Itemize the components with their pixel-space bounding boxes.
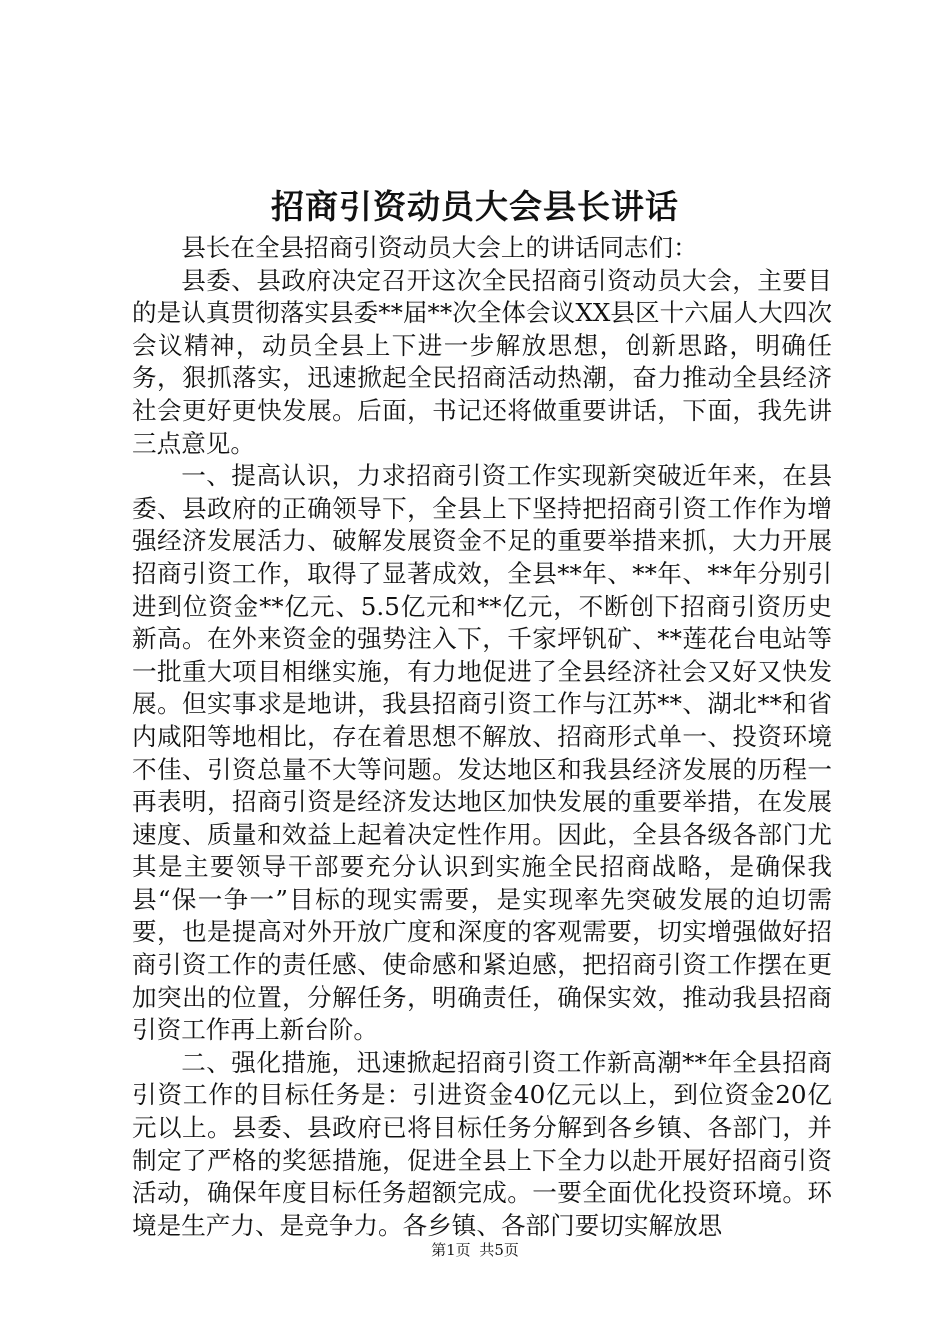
paragraph-greeting: 县长在全县招商引资动员大会上的讲话同志们： (181, 233, 698, 262)
page-number-total: 共5页 (479, 1241, 519, 1259)
document-body (132, 232, 832, 1242)
paragraph-section-two: 二、强化措施，迅速掀起招商引资工作新高潮**年全县招商引资工作的目标任务是：引进资金40亿元以上，到位资金20亿元以上。县委、县政府已将目标任务分解到各乡镇、各部门，并制定了严格的奖惩措施，促进全县上下全力以赴开展好招商引资活动，确保年度目标任务超额完成。一要全面优化投资环境。环境是生产力、是竞争力。各乡镇、各部门要切实解放思 (132, 1047, 832, 1240)
document-title: 招商引资动员大会县长讲话 (271, 187, 679, 226)
page-footer (0, 1240, 950, 1260)
page-number-current: 第1页 (431, 1241, 471, 1259)
paragraph-section-one: 一、提高认识，力求招商引资工作实现新突破近年来，在县委、县政府的正确领导下，全县上下坚持把招商引资工作作为增强经济发展活力、破解发展资金不足的重要举措来抓，大力开展招商引资工作，取得了显著成效，全县**年、**年、**年分别引进到位资金**亿元、5.5亿元和**亿元，不断创下招商引资历史新高。在外来资金的强势注入下，千家坪钒矿、**莲花台电站等一批重大项目相继实施，有力地促进了全县经济社会又好又快发展。但实事求是地讲，我县招商引资工作与江苏**、湖北**和省内咸阳等地相比，存在着思想不解放、招商形式单一、投资环境不佳、引资总量不大等问题。发达地区和我县经济发展的历程一再表明，招商引资是经济发达地区加快发展的重要举措，在发展速度、质量和效益上起着决定性作用。因此，全县各级各部门尤其是主要领导干部要充分认识到实施全民招商战略，是确保我县“保一争一”目标的现实需要，是实现率先突破发展的迫切需要，也是提高对外开放广度和深度的客观需要，切实增强做好招商引资工作的责任感、使命感和紧迫感，把招商引资工作摆在更加突出的位置，分解任务，明确责任，确保实效，推动我县招商引资工作再上新台阶。 (132, 461, 832, 1045)
paragraph-intro: 县委、县政府决定召开这次全民招商引资动员大会，主要目的是认真贯彻落实县委**届**次全体会议XX县区十六届人大四次会议精神，动员全县上下进一步解放思想，创新思路，明确任务，狠抓落实，迅速掀起全民招商活动热潮，奋力推动全县经济社会更好更快发展。后面，书记还将做重要讲话，下面，我先讲三点意见。 (132, 265, 832, 458)
